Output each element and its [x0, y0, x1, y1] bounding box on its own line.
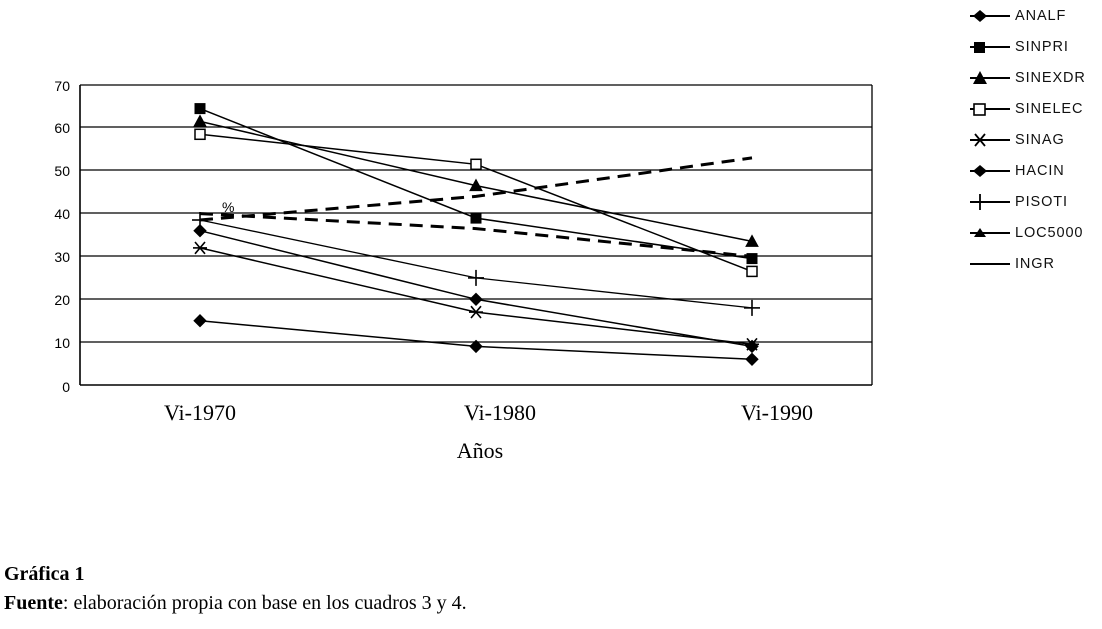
legend-label-sinpri: SINPRI	[1015, 38, 1069, 55]
legend-marker-small-triangle-icon	[968, 222, 1012, 244]
marker-sinpri	[747, 254, 757, 264]
marker-hacin	[194, 315, 206, 327]
x-axis-tick-labels	[164, 400, 813, 425]
source-label: Fuente	[4, 592, 63, 614]
legend-marker-diamond-icon	[968, 160, 1012, 182]
y-tick-20: 20	[54, 292, 70, 308]
y-tick-60: 60	[54, 120, 70, 136]
legend-label-sinag: SINAG	[1015, 131, 1065, 148]
legend-marker-open-square-icon	[968, 98, 1012, 120]
legend-label-analf: ANALF	[1015, 7, 1067, 24]
percent-annotation: %	[222, 199, 235, 215]
legend-label-sinexdr: SINEXDR	[1015, 69, 1086, 86]
marker-sinelec	[747, 266, 757, 276]
figure-source-line	[4, 589, 904, 618]
x-tick-1980: Vi-1980	[463, 400, 537, 425]
legend-item-sinpri	[968, 31, 1102, 62]
marker-sinpri	[195, 104, 205, 114]
y-tick-50: 50	[54, 163, 70, 179]
x-tick-1970: Vi-1970	[163, 400, 237, 425]
x-tick-1990: Vi-1990	[740, 400, 814, 425]
marker-sinelec	[471, 159, 481, 169]
source-text: : elaboración propia con base en los cuadros 3 y 4.	[62, 592, 467, 614]
legend-label-pisoti: PISOTI	[1015, 193, 1068, 210]
y-tick-0: 0	[62, 379, 70, 395]
y-axis-tick-labels	[54, 78, 70, 395]
legend-item-pisoti	[968, 186, 1102, 217]
legend-marker-triangle-icon	[968, 67, 1012, 89]
legend-item-ingr	[968, 248, 1102, 279]
marker-analf	[470, 293, 482, 305]
figure-caption	[4, 560, 904, 618]
legend-marker-star-icon	[968, 129, 1012, 151]
y-tick-40: 40	[54, 206, 70, 222]
figure-label-line	[4, 560, 904, 589]
legend-marker-diamond-icon	[968, 5, 1012, 27]
legend-marker-square-icon	[968, 36, 1012, 58]
x-axis-title: Años	[456, 438, 504, 463]
marker-sinexdr	[194, 115, 206, 126]
marker-sinpri	[471, 213, 481, 223]
legend-item-sinexdr	[968, 62, 1102, 93]
legend-item-loc5000	[968, 217, 1102, 248]
legend-marker-line-icon	[968, 253, 1012, 275]
y-tick-70: 70	[54, 78, 70, 94]
legend-label-sinelec: SINELEC	[1015, 100, 1084, 117]
marker-hacin	[746, 353, 758, 365]
legend-label-loc5000: LOC5000	[1015, 224, 1084, 241]
legend-item-sinelec	[968, 93, 1102, 124]
marker-sinelec	[195, 129, 205, 139]
legend-marker-plus-icon	[968, 191, 1012, 213]
legend-label-hacin: HACIN	[1015, 162, 1065, 179]
legend-label-ingr: INGR	[1015, 255, 1055, 272]
chart-legend	[968, 0, 1102, 290]
y-tick-30: 30	[54, 249, 70, 265]
legend-item-sinag	[968, 124, 1102, 155]
legend-item-analf	[968, 0, 1102, 31]
y-tick-10: 10	[54, 335, 70, 351]
figure-label: Gráfica 1	[4, 563, 85, 585]
legend-item-hacin	[968, 155, 1102, 186]
